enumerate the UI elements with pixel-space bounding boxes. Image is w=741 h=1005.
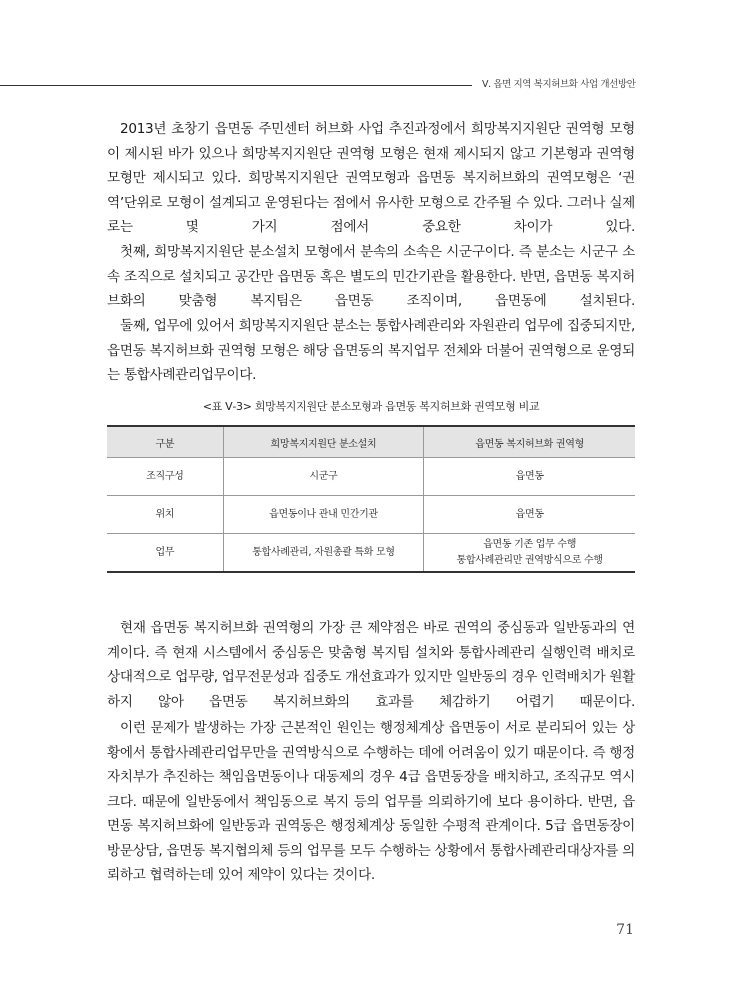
table-header-cell: 읍면동 복지허브화 권역형	[424, 426, 635, 458]
table-header-cell: 희망복지지원단 분소설치	[223, 426, 424, 458]
body-paragraph: 2013년 초창기 읍면동 주민센터 허브화 사업 추진과정에서 희망복지지원단 권역형 모형이 제시된 바가 있으나 희망복지지원단 권역형 모형은 현재 제시되지 않고 기본형과 권역형 모형만 제시되고 있다. 희망복지지원단 권역모형과 읍면동 복지허브화의 권역모형은 ‘권역’단위로 모형이 설계되고 운영된다는 점에서 유사한 모형으로 간주될 수 있다. 그러나 실제로는 몇 가지 점에서 중요한 차이가 있다.	[107, 121, 635, 235]
table-row-label: 조직구성	[107, 458, 223, 496]
page-number: 71	[616, 922, 634, 938]
table-cell: 읍면동	[424, 496, 635, 534]
table-cell: 시군구	[223, 458, 424, 496]
table-caption: <표 Ⅴ-3> 희망복지지원단 분소모형과 읍면동 복지허브화 권역모형 비교	[202, 400, 540, 413]
table-cell: 통합사례관리, 자원총괄 특화 모형	[223, 534, 424, 573]
table-cell: 읍면동	[424, 458, 635, 496]
table-row	[107, 534, 635, 573]
table-cell-line: 읍면동 기존 업무 수행	[483, 538, 577, 550]
comparison-table	[107, 425, 635, 573]
table-cell-line: 통합사례관리만 권역방식으로 수행	[456, 554, 603, 566]
running-header: Ⅴ. 읍면 지역 복지허브화 사업 개선방안	[482, 79, 636, 90]
table-row-label: 위치	[107, 496, 223, 534]
table-header-cell: 구분	[107, 426, 223, 458]
table-header-row	[107, 426, 635, 458]
body-paragraph: 이런 문제가 발생하는 가장 근본적인 원인는 행정체계상 읍면동이 서로 분리되어 있는 상황에서 통합사례관리업무만을 권역방식으로 수행하는 데에 어려움이 있기 때문이다. 즉 행정자치부가 추진하는 책임읍면동이나 대동제의 경우 4급 읍면동장을 배치하고, 조직규모 역시 크다. 때문에 일반동에서 책임동으로 복지 등의 업무를 의뢰하기에 보다 용이하다. 반면, 읍면동 복지허브화에 일반동과 권역동은 행정체계상 동일한 수평적 관계이다. 5급 읍면동장이 방문상담, 읍면동 복지협의체 등의 업무를 모두 수행하는 상황에서 통합사례관리대상자를 의뢰하고 협력하는데 있어 제약이 있다는 것이다.	[107, 720, 635, 883]
body-paragraph: 첫째, 희망복지지원단 분소설치 모형에서 분속의 소속은 시군구이다. 즉 분소는 시군구 소속 조직으로 설치되고 공간만 읍면동 혹은 별도의 민간기관을 활용한다. 반면, 읍면동 복지허브화의 맞춤형 복지팀은 읍면동 조직이며, 읍면동에 설치된다.	[107, 244, 635, 309]
body-paragraph: 둘째, 업무에 있어서 희망복지지원단 분소는 통합사례관리와 자원관리 업무에 집중되지만, 읍면동 복지허브화 권역형 모형은 해당 읍면동의 복지업무 전체와 더불어 권역형으로 운영되는 통합사례관리업무이다.	[107, 318, 635, 383]
body-paragraph: 현재 읍면동 복지허브화 권역형의 가장 큰 제약점은 바로 권역의 중심동과 일반동과의 연계이다. 즉 현재 시스템에서 중심동은 맞춤형 복지팀 설치와 통합사례관리 실행인력 배치로 상대적으로 업무량, 업무전문성과 집중도 개선효과가 있지만 일반동의 경우 인력배치가 원활하지 않아 읍면동 복지허브화의 효과를 체감하기 어렵기 때문이다.	[107, 620, 635, 710]
table-row-label: 업무	[107, 534, 223, 573]
table-row	[107, 496, 635, 534]
table-cell: 읍면동이나 관내 민간기관	[223, 496, 424, 534]
table-row	[107, 458, 635, 496]
table-cell	[424, 534, 635, 573]
header-rule	[0, 85, 472, 86]
